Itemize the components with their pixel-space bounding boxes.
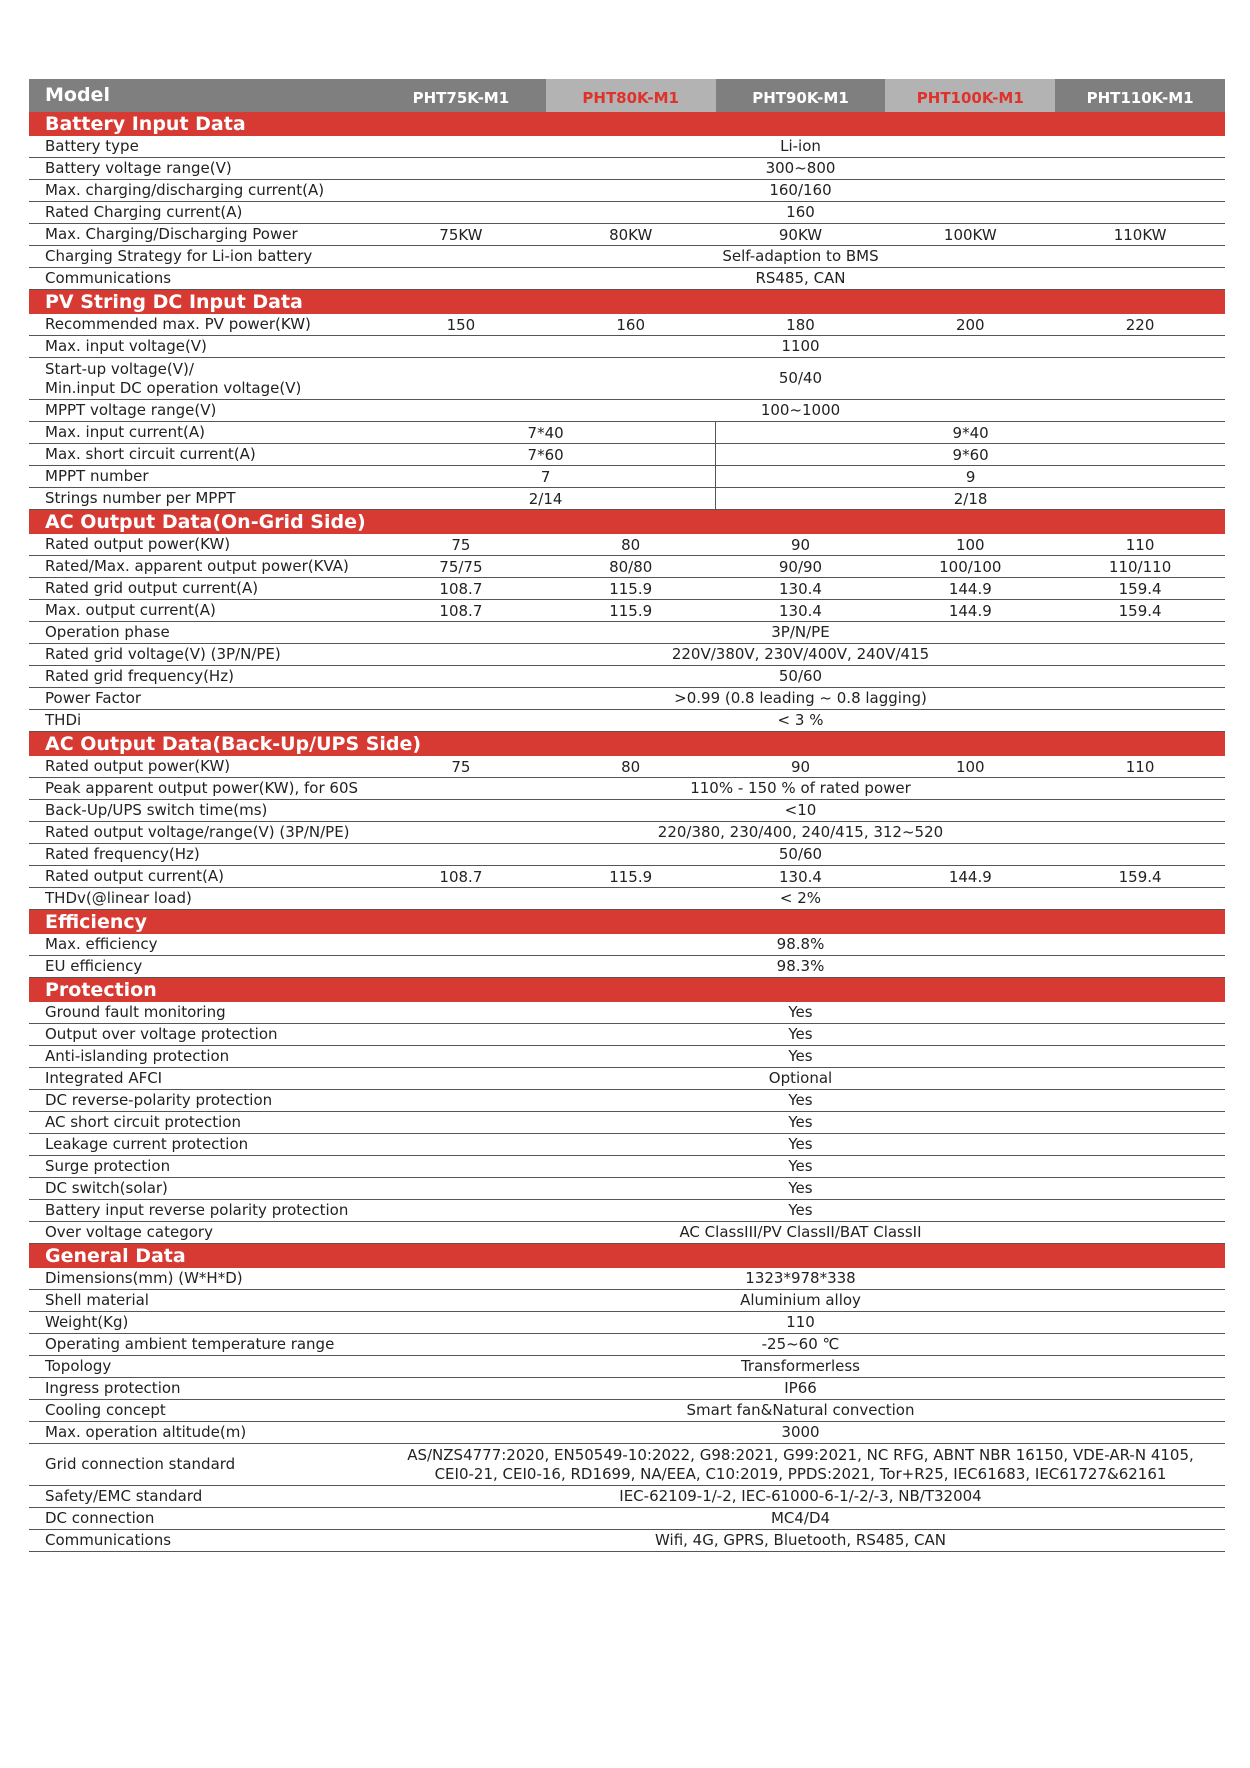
spec-value-cell: 9 [965,467,976,486]
spec-value-cell: 110KW [1113,225,1167,244]
spec-row [29,1046,1225,1068]
spec-value: >0.99 (0.8 leading ~ 0.8 lagging) [674,689,927,707]
spec-value-cell: 80 [621,757,641,776]
spec-label: Anti-islanding protection [45,1047,230,1065]
spec-value: < 2% [779,889,822,907]
spec-value-cell: 90KW [778,225,823,244]
spec-value-cell: 115.9 [609,601,653,620]
spec-value: Yes [788,1003,813,1021]
spec-label: Recommended max. PV power(KW) [45,315,311,333]
spec-row [29,1378,1225,1400]
spec-value: IEC-62109-1/-2, IEC-61000-6-1/-2/-3, NB/T32004 [619,1487,982,1505]
spec-label: Strings number per MPPT [45,489,236,507]
spec-value: 100~1000 [760,401,841,419]
spec-value: < 3 % [777,711,824,729]
spec-value-cell: 75 [451,535,471,554]
spec-label: Communications [45,1531,172,1549]
spec-row [29,534,1225,556]
section-header: Battery Input Data [29,112,1225,136]
spec-row [29,1178,1225,1200]
spec-value: <10 [784,801,817,819]
spec-row [29,688,1225,710]
spec-value-cell: 9*60 [952,445,989,464]
spec-label: Rated output current(A) [45,867,225,885]
spec-value: Yes [788,1091,813,1109]
spec-label: DC connection [45,1509,155,1527]
spec-row [29,934,1225,956]
spec-value-group-75-80 [376,422,715,443]
spec-value-group-90-110 [715,488,1225,509]
spec-row [29,268,1225,290]
spec-row [29,202,1225,224]
spec-row [29,444,1225,466]
spec-row [29,666,1225,688]
spec-row [29,158,1225,180]
spec-label: Rated grid frequency(Hz) [45,667,234,685]
spec-value-cell: 150 [446,315,476,334]
spec-value-cell: 75 [451,757,471,776]
spec-value: 160 [786,203,815,221]
spec-label: Max. input current(A) [45,423,205,441]
spec-label [29,360,376,398]
spec-value: Self-adaption to BMS [722,247,879,265]
spec-row [29,756,1225,778]
spec-label: Communications [45,269,172,287]
spec-value-cell: 130.4 [779,579,822,598]
spec-value-cell: 75/75 [439,557,483,576]
spec-value-group-75-80 [376,444,715,465]
spec-value: MC4/D4 [770,1509,831,1527]
spec-row [29,600,1225,622]
spec-label: Topology [45,1357,112,1375]
spec-value: Yes [788,1135,813,1153]
spec-value-cell: 80 [621,535,641,554]
spec-value-cell: 200 [955,315,985,334]
spec-value: AC ClassIII/PV ClassII/BAT ClassII [679,1223,922,1241]
spec-value-cell: 144.9 [948,601,992,620]
spec-value: 1323*978*338 [745,1269,856,1287]
spec-row [29,1112,1225,1134]
spec-value-cell: 144.9 [948,867,992,886]
spec-label: Back-Up/UPS switch time(ms) [45,801,268,819]
spec-row [29,246,1225,268]
spec-label: Rated grid voltage(V) (3P/N/PE) [45,645,281,663]
spec-value: Smart fan&Natural convection [686,1401,915,1419]
spec-row [29,180,1225,202]
spec-label: Peak apparent output power(KW), for 60S [45,779,359,797]
spec-value-cell: 7*40 [527,423,564,442]
spec-value-cell: 2/18 [953,489,988,508]
spec-value-cell: 100 [955,757,985,776]
spec-row [29,466,1225,488]
spec-value: 50/60 [778,667,823,685]
spec-label: Grid connection standard [45,1455,236,1473]
spec-label: THDv(@linear load) [45,889,192,907]
spec-row [29,1222,1225,1244]
model-column-header: PHT75K-M1 [376,79,546,112]
spec-values [376,758,1225,776]
spec-row [29,1486,1225,1508]
spec-value-cell: 130.4 [779,601,822,620]
spec-value-cell: 159.4 [1118,579,1162,598]
spec-value-cell: 100KW [943,225,997,244]
spec-row [29,1024,1225,1046]
spec-value-cell: 90/90 [778,557,823,576]
spec-sheet [29,79,1225,1552]
spec-label: Battery input reverse polarity protection [45,1201,349,1219]
spec-value-cell: 90 [790,757,811,776]
spec-value-cell: 159.4 [1118,601,1162,620]
spec-label: Operating ambient temperature range [45,1335,335,1353]
spec-row [29,358,1225,400]
spec-value-cell: 7 [540,467,551,486]
spec-label: Max. input voltage(V) [45,337,207,355]
spec-table-body [29,112,1225,1552]
spec-row [29,866,1225,888]
spec-row [29,488,1225,510]
spec-value-group-75-80 [376,488,715,509]
spec-label: DC switch(solar) [45,1179,168,1197]
spec-row [29,888,1225,910]
spec-value: Yes [788,1179,813,1197]
spec-row [29,800,1225,822]
spec-label: Rated output power(KW) [45,757,231,775]
spec-row [29,1422,1225,1444]
spec-row [29,1268,1225,1290]
spec-row [29,136,1225,158]
spec-label: Charging Strategy for Li-ion battery [45,247,313,265]
model-column-header: PHT110K-M1 [1055,79,1225,112]
spec-value-cell: 108.7 [439,601,483,620]
spec-value: IP66 [784,1379,817,1397]
spec-value: Yes [788,1201,813,1219]
spec-value: 110 [786,1313,815,1331]
spec-value: 3000 [781,1423,820,1441]
spec-value-cell: 7*60 [527,445,564,464]
spec-label: Operation phase [45,623,170,641]
section-header: AC Output Data(Back-Up/UPS Side) [29,732,1225,756]
spec-value-cell: 159.4 [1118,867,1162,886]
spec-label: Ingress protection [45,1379,181,1397]
spec-label: Over voltage category [45,1223,213,1241]
spec-label: DC reverse-polarity protection [45,1091,273,1109]
spec-label: Dimensions(mm) (W*H*D) [45,1269,243,1287]
spec-label: Rated Charging current(A) [45,203,243,221]
spec-value: 1100 [781,337,820,355]
spec-row [29,1312,1225,1334]
spec-value: Yes [788,1047,813,1065]
spec-label: Max. efficiency [45,935,158,953]
section-header: Protection [29,978,1225,1002]
spec-row [29,400,1225,422]
spec-label: Battery type [45,137,139,155]
spec-row [29,422,1225,444]
spec-label: Rated output power(KW) [45,535,231,553]
spec-row [29,1400,1225,1422]
spec-value-cell: 108.7 [439,867,483,886]
section-header: General Data [29,1244,1225,1268]
spec-label: Max. short circuit current(A) [45,445,256,463]
spec-value: Transformerless [740,1357,861,1375]
spec-value-cell: 115.9 [609,867,653,886]
spec-value-cell: 80/80 [609,557,653,576]
spec-value-cell: 115.9 [609,579,653,598]
spec-label: Output over voltage protection [45,1025,278,1043]
spec-value: 50/40 [778,369,823,387]
spec-value-cell: 130.4 [779,867,822,886]
spec-value-group-75-80 [376,466,715,487]
spec-value-cell: 160 [616,315,646,334]
model-header-label: Model [29,79,376,112]
spec-row [29,1444,1225,1486]
spec-row [29,1290,1225,1312]
spec-value: 220V/380V, 230V/400V, 240V/415 [671,645,930,663]
spec-value-cell: 110 [1125,535,1155,554]
spec-value-cell: 180 [786,315,815,334]
spec-label: EU efficiency [45,957,143,975]
section-header: PV String DC Input Data [29,290,1225,314]
spec-values [376,602,1225,620]
spec-row [29,844,1225,866]
spec-value: 300~800 [765,159,836,177]
spec-value-cell: 9*40 [952,423,989,442]
spec-value: Yes [788,1157,813,1175]
spec-values [376,226,1225,244]
spec-row [29,1200,1225,1222]
spec-values [376,580,1225,598]
spec-label: AC short circuit protection [45,1113,242,1131]
spec-row [29,1134,1225,1156]
spec-label: Surge protection [45,1157,171,1175]
spec-value: Yes [788,1025,813,1043]
spec-label-line: Start-up voltage(V)/ [45,359,194,378]
spec-value-cell: 144.9 [948,579,992,598]
model-column-header: PHT100K-M1 [885,79,1055,112]
spec-value: -25~60 ℃ [761,1335,840,1353]
spec-row [29,224,1225,246]
spec-row [29,314,1225,336]
spec-row [29,1002,1225,1024]
spec-value-cell: 110/110 [1108,557,1172,576]
spec-values [376,316,1225,334]
model-header-row [29,79,1225,112]
spec-label: Max. operation altitude(m) [45,1423,247,1441]
spec-row [29,556,1225,578]
spec-value: 98.8% [776,935,825,953]
spec-value: Yes [788,1113,813,1131]
spec-row [29,956,1225,978]
spec-label: Rated grid output current(A) [45,579,259,597]
spec-value-cell: 75KW [439,225,483,244]
spec-value [376,1446,1225,1484]
spec-value: 110% - 150 % of rated power [690,779,911,797]
section-header: Efficiency [29,910,1225,934]
spec-label: Rated frequency(Hz) [45,845,200,863]
spec-row [29,822,1225,844]
spec-row [29,336,1225,358]
spec-label: Safety/EMC standard [45,1487,203,1505]
spec-value: 160/160 [769,181,832,199]
spec-label: Weight(Kg) [45,1313,129,1331]
spec-value: RS485, CAN [755,269,846,287]
spec-value-group-90-110 [715,466,1225,487]
spec-row [29,1068,1225,1090]
spec-values [376,536,1225,554]
spec-label: MPPT number [45,467,149,485]
spec-label: Battery voltage range(V) [45,159,232,177]
spec-row [29,1356,1225,1378]
spec-value: 50/60 [778,845,823,863]
spec-value-cell: 100 [955,535,985,554]
spec-row [29,622,1225,644]
spec-row [29,1334,1225,1356]
spec-value-cell: 100/100 [939,557,1002,576]
spec-row [29,1156,1225,1178]
spec-label: Cooling concept [45,1401,166,1419]
spec-value: Wifi, 4G, GPRS, Bluetooth, RS485, CAN [655,1531,946,1549]
spec-value: 98.3% [776,957,825,975]
spec-label: Power Factor [45,689,142,707]
spec-label: Shell material [45,1291,149,1309]
spec-value: 220/380, 230/400, 240/415, 312~520 [657,823,944,841]
spec-row [29,1090,1225,1112]
spec-value: Aluminium alloy [740,1291,861,1309]
spec-row [29,644,1225,666]
spec-value-group-90-110 [715,422,1225,443]
model-column-header: PHT80K-M1 [546,79,716,112]
spec-value: 3P/N/PE [771,623,830,641]
spec-value-group-90-110 [715,444,1225,465]
spec-label: Rated output voltage/range(V) (3P/N/PE) [45,823,350,841]
spec-label: THDi [45,711,82,729]
spec-row [29,578,1225,600]
spec-values [376,558,1225,576]
section-header: AC Output Data(On-Grid Side) [29,510,1225,534]
spec-value-cell: 220 [1125,315,1155,334]
spec-row [29,1508,1225,1530]
spec-label: Ground fault monitoring [45,1003,226,1021]
spec-label: Max. charging/discharging current(A) [45,181,325,199]
spec-row [29,1530,1225,1552]
spec-label-line: Min.input DC operation voltage(V) [45,378,302,397]
spec-label: Max. output current(A) [45,601,216,619]
spec-value-line: CEI0-21, CEI0-16, RD1699, NA/EEA, C10:2019, PPDS:2021, Tor+R25, IEC61683, IEC61727&62161 [434,1464,1167,1483]
spec-values [376,868,1225,886]
spec-value-cell: 80KW [609,225,653,244]
spec-value-cell: 110 [1125,757,1155,776]
spec-label: Integrated AFCI [45,1069,163,1087]
spec-row [29,778,1225,800]
spec-label: Rated/Max. apparent output power(KVA) [45,557,349,575]
spec-row [29,710,1225,732]
spec-value: Optional [768,1069,833,1087]
spec-value-line: AS/NZS4777:2020, EN50549-10:2022, G98:2021, G99:2021, NC RFG, ABNT NBR 16150, VDE-AR-N 4105, [407,1445,1194,1464]
spec-value-cell: 2/14 [528,489,563,508]
spec-label: Leakage current protection [45,1135,249,1153]
spec-value: Li-ion [780,137,821,155]
model-column-header: PHT90K-M1 [716,79,886,112]
spec-label: Max. Charging/Discharging Power [45,225,298,243]
spec-value-cell: 90 [790,535,811,554]
spec-value-cell: 108.7 [439,579,483,598]
spec-label: MPPT voltage range(V) [45,401,217,419]
